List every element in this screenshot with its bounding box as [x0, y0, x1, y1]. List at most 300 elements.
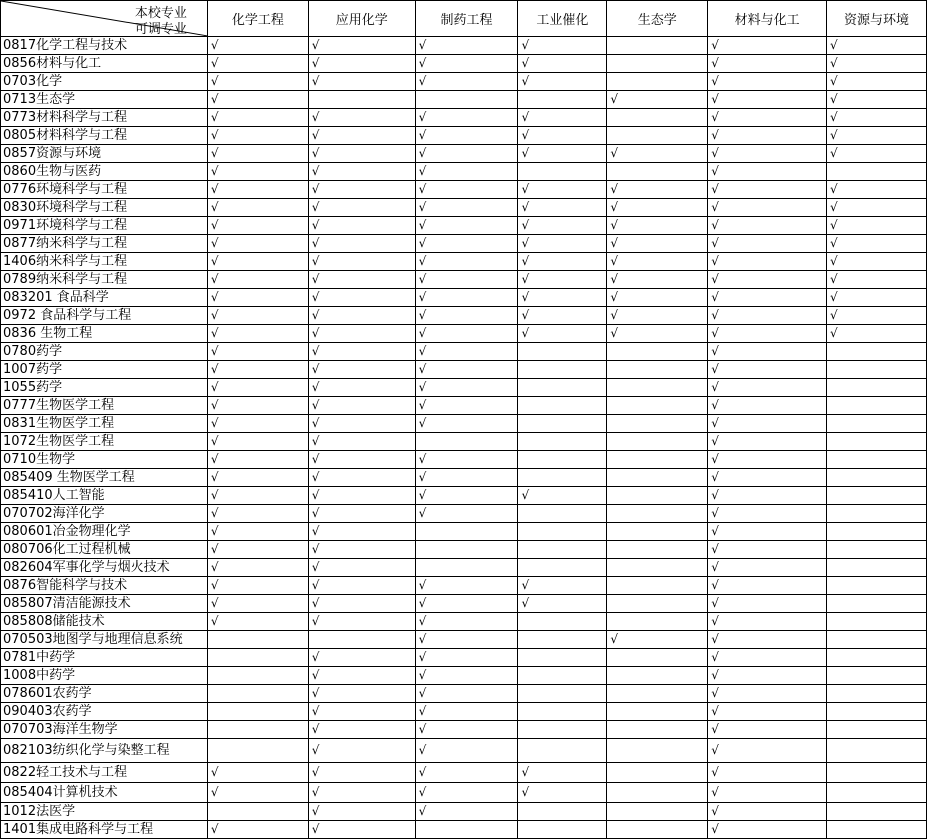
check-mark-cell: √: [207, 415, 308, 433]
check-mark-cell: √: [708, 307, 827, 325]
empty-cell: [827, 469, 927, 487]
empty-cell: [827, 595, 927, 613]
table-row: [1, 505, 927, 523]
check-mark-cell: √: [415, 721, 518, 739]
empty-cell: [518, 541, 607, 559]
empty-cell: [827, 415, 927, 433]
empty-cell: [607, 433, 708, 451]
row-label-cell: 0789纳米科学与工程: [1, 271, 208, 289]
check-mark-cell: √: [415, 163, 518, 181]
check-mark-cell: √: [827, 91, 927, 109]
check-mark-cell: √: [207, 271, 308, 289]
check-mark-cell: √: [518, 55, 607, 73]
empty-cell: [607, 649, 708, 667]
row-label-cell: 1012法医学: [1, 803, 208, 821]
check-mark-cell: √: [415, 37, 518, 55]
check-mark-cell: √: [708, 739, 827, 763]
row-label-cell: 0822轻工技术与工程: [1, 763, 208, 783]
row-label-cell: 085808储能技术: [1, 613, 208, 631]
check-mark-cell: √: [207, 559, 308, 577]
check-mark-cell: √: [207, 595, 308, 613]
column-header: 应用化学: [308, 1, 415, 37]
check-mark-cell: √: [415, 181, 518, 199]
check-mark-cell: √: [308, 595, 415, 613]
row-label-cell: 0877纳米科学与工程: [1, 235, 208, 253]
empty-cell: [518, 703, 607, 721]
check-mark-cell: √: [207, 181, 308, 199]
check-mark-cell: √: [827, 307, 927, 325]
empty-cell: [607, 361, 708, 379]
table-row: [1, 379, 927, 397]
check-mark-cell: √: [207, 361, 308, 379]
table-row: [1, 541, 927, 559]
empty-cell: [607, 109, 708, 127]
check-mark-cell: √: [607, 307, 708, 325]
check-mark-cell: √: [518, 217, 607, 235]
row-label-cell: 0972 食品科学与工程: [1, 307, 208, 325]
check-mark-cell: √: [415, 763, 518, 783]
check-mark-cell: √: [415, 505, 518, 523]
check-mark-cell: √: [415, 649, 518, 667]
empty-cell: [607, 37, 708, 55]
table-row: [1, 397, 927, 415]
check-mark-cell: √: [308, 37, 415, 55]
check-mark-cell: √: [308, 379, 415, 397]
row-label-cell: 0703化学: [1, 73, 208, 91]
row-label-cell: 0856材料与化工: [1, 55, 208, 73]
check-mark-cell: √: [518, 235, 607, 253]
row-label-cell: 0831生物医学工程: [1, 415, 208, 433]
row-label-cell: 0805材料科学与工程: [1, 127, 208, 145]
check-mark-cell: √: [708, 667, 827, 685]
check-mark-cell: √: [207, 433, 308, 451]
table-row: [1, 613, 927, 631]
empty-cell: [827, 397, 927, 415]
check-mark-cell: √: [827, 199, 927, 217]
table-row: [1, 523, 927, 541]
check-mark-cell: √: [827, 289, 927, 307]
check-mark-cell: √: [415, 55, 518, 73]
check-mark-cell: √: [207, 343, 308, 361]
empty-cell: [827, 721, 927, 739]
table-row: [1, 73, 927, 91]
check-mark-cell: √: [708, 487, 827, 505]
check-mark-cell: √: [308, 541, 415, 559]
row-label-cell: 0830环境科学与工程: [1, 199, 208, 217]
check-mark-cell: √: [207, 217, 308, 235]
table-row: [1, 487, 927, 505]
check-mark-cell: √: [308, 127, 415, 145]
empty-cell: [518, 523, 607, 541]
empty-cell: [415, 821, 518, 839]
check-mark-cell: √: [607, 271, 708, 289]
check-mark-cell: √: [607, 325, 708, 343]
check-mark-cell: √: [415, 289, 518, 307]
column-header: 化学工程: [207, 1, 308, 37]
check-mark-cell: √: [207, 613, 308, 631]
row-label-cell: 1007药学: [1, 361, 208, 379]
table-row: [1, 307, 927, 325]
check-mark-cell: √: [708, 379, 827, 397]
row-label-cell: 1055药学: [1, 379, 208, 397]
table-row: [1, 821, 927, 839]
empty-cell: [827, 577, 927, 595]
check-mark-cell: √: [415, 379, 518, 397]
table-row: [1, 595, 927, 613]
empty-cell: [518, 821, 607, 839]
check-mark-cell: √: [415, 667, 518, 685]
check-mark-cell: √: [308, 361, 415, 379]
check-mark-cell: √: [415, 361, 518, 379]
check-mark-cell: √: [708, 235, 827, 253]
check-mark-cell: √: [518, 783, 607, 803]
check-mark-cell: √: [607, 235, 708, 253]
check-mark-cell: √: [607, 199, 708, 217]
check-mark-cell: √: [827, 127, 927, 145]
empty-cell: [518, 469, 607, 487]
check-mark-cell: √: [518, 37, 607, 55]
check-mark-cell: √: [308, 577, 415, 595]
check-mark-cell: √: [415, 451, 518, 469]
check-mark-cell: √: [708, 821, 827, 839]
check-mark-cell: √: [708, 91, 827, 109]
check-mark-cell: √: [415, 73, 518, 91]
row-label-cell: 083201 食品科学: [1, 289, 208, 307]
check-mark-cell: √: [708, 37, 827, 55]
row-label-cell: 0780药学: [1, 343, 208, 361]
row-label-cell: 0860生物与医药: [1, 163, 208, 181]
table-row: [1, 577, 927, 595]
row-label-cell: 0857资源与环境: [1, 145, 208, 163]
check-mark-cell: √: [308, 523, 415, 541]
empty-cell: [607, 577, 708, 595]
check-mark-cell: √: [308, 325, 415, 343]
row-label-cell: 0836 生物工程: [1, 325, 208, 343]
check-mark-cell: √: [207, 469, 308, 487]
check-mark-cell: √: [207, 127, 308, 145]
check-mark-cell: √: [308, 109, 415, 127]
check-mark-cell: √: [308, 685, 415, 703]
table-row: [1, 631, 927, 649]
table-row: [1, 649, 927, 667]
row-label-cell: 0781中药学: [1, 649, 208, 667]
check-mark-cell: √: [708, 415, 827, 433]
table-row: [1, 289, 927, 307]
empty-cell: [827, 361, 927, 379]
table-row: [1, 163, 927, 181]
check-mark-cell: √: [415, 253, 518, 271]
empty-cell: [518, 163, 607, 181]
check-mark-cell: √: [308, 307, 415, 325]
check-mark-cell: √: [708, 109, 827, 127]
check-mark-cell: √: [415, 109, 518, 127]
check-mark-cell: √: [708, 541, 827, 559]
check-mark-cell: √: [415, 577, 518, 595]
check-mark-cell: √: [207, 541, 308, 559]
check-mark-cell: √: [708, 649, 827, 667]
check-mark-cell: √: [708, 433, 827, 451]
check-mark-cell: √: [415, 217, 518, 235]
table-row: [1, 721, 927, 739]
table-row: [1, 325, 927, 343]
check-mark-cell: √: [415, 703, 518, 721]
check-mark-cell: √: [827, 55, 927, 73]
check-mark-cell: √: [308, 763, 415, 783]
check-mark-cell: √: [308, 181, 415, 199]
check-mark-cell: √: [708, 55, 827, 73]
check-mark-cell: √: [207, 577, 308, 595]
empty-cell: [518, 631, 607, 649]
empty-cell: [827, 631, 927, 649]
check-mark-cell: √: [708, 271, 827, 289]
check-mark-cell: √: [518, 73, 607, 91]
empty-cell: [518, 739, 607, 763]
empty-cell: [607, 343, 708, 361]
empty-cell: [607, 523, 708, 541]
empty-cell: [518, 685, 607, 703]
row-label-cell: 070503地图学与地理信息系统: [1, 631, 208, 649]
check-mark-cell: √: [308, 55, 415, 73]
check-mark-cell: √: [308, 613, 415, 631]
check-mark-cell: √: [708, 343, 827, 361]
check-mark-cell: √: [827, 73, 927, 91]
column-header: 生态学: [607, 1, 708, 37]
table-row: [1, 739, 927, 763]
row-label-cell: 0777生物医学工程: [1, 397, 208, 415]
check-mark-cell: √: [308, 73, 415, 91]
check-mark-cell: √: [415, 469, 518, 487]
check-mark-cell: √: [708, 73, 827, 91]
check-mark-cell: √: [708, 685, 827, 703]
empty-cell: [607, 595, 708, 613]
empty-cell: [827, 505, 927, 523]
check-mark-cell: √: [708, 289, 827, 307]
empty-cell: [207, 803, 308, 821]
row-label-cell: 0710生物学: [1, 451, 208, 469]
check-mark-cell: √: [518, 181, 607, 199]
empty-cell: [518, 803, 607, 821]
check-mark-cell: √: [308, 199, 415, 217]
empty-cell: [518, 649, 607, 667]
check-mark-cell: √: [415, 397, 518, 415]
row-label-cell: 082604军事化学与烟火技术: [1, 559, 208, 577]
check-mark-cell: √: [415, 783, 518, 803]
empty-cell: [518, 91, 607, 109]
empty-cell: [518, 343, 607, 361]
empty-cell: [827, 821, 927, 839]
empty-cell: [827, 739, 927, 763]
check-mark-cell: √: [308, 217, 415, 235]
empty-cell: [607, 163, 708, 181]
table-row: [1, 685, 927, 703]
row-label-cell: 082103纺织化学与染整工程: [1, 739, 208, 763]
table-row: [1, 91, 927, 109]
empty-cell: [607, 739, 708, 763]
check-mark-cell: √: [415, 343, 518, 361]
check-mark-cell: √: [415, 271, 518, 289]
empty-cell: [415, 433, 518, 451]
empty-cell: [827, 763, 927, 783]
check-mark-cell: √: [415, 685, 518, 703]
empty-cell: [607, 703, 708, 721]
empty-cell: [518, 667, 607, 685]
check-mark-cell: √: [607, 217, 708, 235]
check-mark-cell: √: [308, 703, 415, 721]
check-mark-cell: √: [207, 379, 308, 397]
table-row: [1, 667, 927, 685]
check-mark-cell: √: [708, 703, 827, 721]
check-mark-cell: √: [827, 217, 927, 235]
row-label-cell: 0817化学工程与技术: [1, 37, 208, 55]
empty-cell: [607, 451, 708, 469]
check-mark-cell: √: [607, 145, 708, 163]
check-mark-cell: √: [518, 109, 607, 127]
check-mark-cell: √: [308, 783, 415, 803]
row-label-cell: 1401集成电路科学与工程: [1, 821, 208, 839]
column-header: 资源与环境: [827, 1, 927, 37]
check-mark-cell: √: [207, 109, 308, 127]
check-mark-cell: √: [827, 181, 927, 199]
row-label-cell: 070702海洋化学: [1, 505, 208, 523]
check-mark-cell: √: [827, 109, 927, 127]
table-row: [1, 415, 927, 433]
empty-cell: [827, 523, 927, 541]
check-mark-cell: √: [308, 739, 415, 763]
column-header: 材料与化工: [708, 1, 827, 37]
check-mark-cell: √: [708, 721, 827, 739]
empty-cell: [827, 433, 927, 451]
check-mark-cell: √: [308, 469, 415, 487]
table-row: [1, 469, 927, 487]
row-label-cell: 1072生物医学工程: [1, 433, 208, 451]
check-mark-cell: √: [415, 325, 518, 343]
empty-cell: [607, 505, 708, 523]
row-label-cell: 090403农药学: [1, 703, 208, 721]
check-mark-cell: √: [308, 343, 415, 361]
table-row: [1, 361, 927, 379]
row-label-cell: 080601冶金物理化学: [1, 523, 208, 541]
empty-cell: [207, 667, 308, 685]
check-mark-cell: √: [415, 199, 518, 217]
row-label-cell: 0776环境科学与工程: [1, 181, 208, 199]
empty-cell: [827, 451, 927, 469]
empty-cell: [518, 721, 607, 739]
check-mark-cell: √: [708, 559, 827, 577]
check-mark-cell: √: [308, 721, 415, 739]
table-row: [1, 433, 927, 451]
check-mark-cell: √: [308, 271, 415, 289]
check-mark-cell: √: [308, 145, 415, 163]
check-mark-cell: √: [207, 91, 308, 109]
empty-cell: [308, 91, 415, 109]
empty-cell: [607, 763, 708, 783]
check-mark-cell: √: [518, 307, 607, 325]
check-mark-cell: √: [207, 163, 308, 181]
table-row: [1, 199, 927, 217]
empty-cell: [827, 703, 927, 721]
empty-cell: [827, 541, 927, 559]
empty-cell: [607, 721, 708, 739]
check-mark-cell: √: [415, 739, 518, 763]
check-mark-cell: √: [308, 803, 415, 821]
check-mark-cell: √: [308, 289, 415, 307]
row-label-cell: 0876智能科学与技术: [1, 577, 208, 595]
check-mark-cell: √: [518, 325, 607, 343]
check-mark-cell: √: [708, 613, 827, 631]
empty-cell: [607, 415, 708, 433]
table-row: [1, 181, 927, 199]
empty-cell: [518, 451, 607, 469]
check-mark-cell: √: [308, 559, 415, 577]
check-mark-cell: √: [518, 487, 607, 505]
check-mark-cell: √: [518, 289, 607, 307]
empty-cell: [607, 469, 708, 487]
check-mark-cell: √: [518, 145, 607, 163]
check-mark-cell: √: [207, 199, 308, 217]
check-mark-cell: √: [415, 595, 518, 613]
empty-cell: [518, 379, 607, 397]
check-mark-cell: √: [708, 523, 827, 541]
check-mark-cell: √: [827, 325, 927, 343]
table-row: [1, 451, 927, 469]
check-mark-cell: √: [827, 37, 927, 55]
table-row: [1, 559, 927, 577]
check-mark-cell: √: [207, 523, 308, 541]
check-mark-cell: √: [207, 397, 308, 415]
empty-cell: [827, 379, 927, 397]
row-label-cell: 0773材料科学与工程: [1, 109, 208, 127]
check-mark-cell: √: [708, 595, 827, 613]
check-mark-cell: √: [207, 289, 308, 307]
row-label-cell: 085409 生物医学工程: [1, 469, 208, 487]
empty-cell: [827, 613, 927, 631]
row-label-cell: 0971环境科学与工程: [1, 217, 208, 235]
check-mark-cell: √: [207, 505, 308, 523]
check-mark-cell: √: [708, 803, 827, 821]
check-mark-cell: √: [308, 667, 415, 685]
table-row: [1, 145, 927, 163]
check-mark-cell: √: [308, 163, 415, 181]
check-mark-cell: √: [708, 397, 827, 415]
check-mark-cell: √: [415, 487, 518, 505]
empty-cell: [207, 703, 308, 721]
check-mark-cell: √: [308, 821, 415, 839]
check-mark-cell: √: [415, 235, 518, 253]
row-label-cell: 078601农药学: [1, 685, 208, 703]
check-mark-cell: √: [415, 127, 518, 145]
row-label-cell: 085807清洁能源技术: [1, 595, 208, 613]
empty-cell: [207, 649, 308, 667]
check-mark-cell: √: [518, 253, 607, 271]
empty-cell: [827, 783, 927, 803]
check-mark-cell: √: [207, 307, 308, 325]
check-mark-cell: √: [708, 325, 827, 343]
check-mark-cell: √: [708, 217, 827, 235]
empty-cell: [607, 559, 708, 577]
empty-cell: [607, 667, 708, 685]
check-mark-cell: √: [415, 613, 518, 631]
corner-label-adjustable-major: 可调专业: [134, 22, 187, 37]
empty-cell: [827, 487, 927, 505]
check-mark-cell: √: [518, 763, 607, 783]
empty-cell: [415, 523, 518, 541]
row-label-cell: 085404计算机技术: [1, 783, 208, 803]
check-mark-cell: √: [827, 253, 927, 271]
empty-cell: [207, 721, 308, 739]
row-label-cell: 1008中药学: [1, 667, 208, 685]
empty-cell: [207, 631, 308, 649]
table-row: [1, 235, 927, 253]
